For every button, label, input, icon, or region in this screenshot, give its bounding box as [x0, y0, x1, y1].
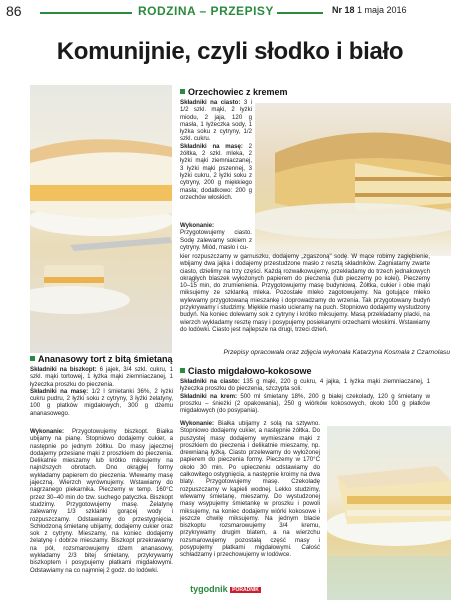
migdalowy-prep: [180, 420, 320, 559]
issue-date: 1 maja 2016: [357, 5, 407, 15]
header-rule-right: [277, 12, 323, 14]
prep-label: Wykonanie:: [30, 428, 65, 435]
ing-text: 2 żółtka, 2 szkl. mleka, 2 łyżki mąki ziemniaczanej, 3 łyżki mąki pszennej, 3 łyżki cukru, 2 łyżki soku z cytryny, 200 g miękkiego masła; dodatkowo: 200 g orzechów włoskich.: [180, 142, 252, 201]
cake-photo-walnut: [255, 103, 451, 256]
ing-label: Składniki na masę:: [180, 142, 243, 150]
header-rule-left: [40, 12, 132, 14]
page-number: 86: [6, 3, 22, 19]
brand-name: tygodnik: [190, 584, 228, 594]
ananasowy-prep: [30, 428, 173, 574]
recipe-heading-ananasowy: Ananasowy tort z bitą śmietaną: [30, 354, 173, 364]
ing-label: Składniki na ciasto:: [180, 378, 240, 385]
footer-logo: [150, 584, 301, 594]
section-title: RODZINA – PRZEPISY: [138, 4, 274, 18]
cake-photo-pineapple: [30, 85, 172, 353]
ing-label: Składniki na krem:: [180, 392, 238, 400]
prep-text: Przygotowujemy biszkopt. Białka ubijamy na pianę. Stopniowo dodajemy cukier, a następnie po jednym żółtku. Do masy jajecznej dodajemy przesiane mąki z proszkiem do pieczenia. Delikatnie mieszamy lub krótko miksujemy na najniższych obrotach. Dno okrągłej formy wykładamy papierem do pieczenia. Wlewamy masę jajeczną. Wierzch wyrównujemy. Wstawiamy do nagrzanego piekarnika. Pieczemy w temp. 160°C przez 30–40 min do tzw. suchego patyczka. Biszkopt studzimy. Przygotowujemy masę. Żelatynę zalewamy 1/3 szklanki gorącej wody i rozpuszczamy. Odstawiamy do przestygnięcia. Schłodzoną śmietanę ubijamy, dodajemy cukier oraz sok z cytryny. Mieszamy, na koniec dodajemy żelatynę i dobrze mieszamy. Biszkopt przekrawamy na pół, rozsmarowujemy dżem ananasowy, wykładamy 2/3 bitej śmietany, przykrywamy biszkoptem i posypujemy płatkami migdałowymi. Odstawiamy na co najmniej 2 godz. do lodówki.: [30, 428, 173, 574]
prep-label: Wykonanie:: [180, 420, 215, 427]
orzechowiec-ingredients: [180, 99, 252, 201]
brand-badge: PORADNIK: [232, 587, 259, 593]
recipe-heading-migdalowy: Ciasto migdałowo-kokosowe: [180, 366, 312, 376]
ananasowy-ingredients: [30, 366, 173, 417]
ing-label: Składniki na masę:: [30, 387, 89, 395]
migdalowy-ingredients: [180, 378, 430, 414]
prep-label: Wykonanie:: [180, 222, 215, 229]
prep-text: Przygotowujemy ciasto. Sodę zalewamy sokiem z cytryny. Miód, masło i cu-: [180, 229, 252, 251]
ing-text: 500 ml śmietany 18%, 200 g białej czekolady, 120 g śmietany w proszku – śnieżki (2 opakowania), 250 g wiórków kokosowych, około 100 g płatków migdałowych (do posypania).: [180, 392, 430, 415]
ing-label: Składniki na ciasto:: [180, 99, 241, 106]
issue-number: Nr 18: [332, 5, 355, 15]
ing-text: 1/2 l śmietanki 36%, 2 łyżki cukru pudru, 2 łyżki soku z cytryny, 3 łyżki żelatyny, 100 g płatków migdałowych, 300 g dżemu ananasowego.: [30, 387, 173, 417]
orzechowiec-prep-start: [180, 222, 252, 251]
recipe-heading-orzechowiec: Orzechowiec z kremem: [180, 87, 288, 97]
page-title: Komunijnie, czyli słodko i biało: [56, 38, 404, 65]
prep-text: Białka ubijamy z solą na sztywno. Stopniowo dodajemy cukier, a następnie żółtka. Do puszystej masy dodajemy wymieszane mąki z proszkiem do pieczenia i delikatnie mieszamy, np. drewnianą łyżką. Ciasto przelewamy do wyłożonej papierem do pieczenia formy. Pieczemy w 170°C około 30 min. Po upieczeniu odstawiamy do całkowitego ostygnięcia, a następnie kroimy na dwa blaty. Przygotowujemy masę. Czekoladę rozpuszczamy w kąpieli wodnej. Lekko studzimy, wlewamy śmietanę, mieszamy. Do wystudzonej masy wsypujemy śmietankę w proszku i powoli miksujemy, na koniec dodajemy wiórki kokosowe i jeszcze chwilę miksujemy. Na jednym blacie biszkoptu rozsmarowujemy 3/4 kremu, przykrywamy drugim blatem, a na wierzchu rozsmarowujemy pozostałą część masy i posypujemy płatkami migdałowymi. Całość schładzamy i przechowujemy w lodówce.: [180, 420, 320, 559]
ing-text: 6 jajek, 3/4 szkl. cukru, 1 szkl. mąki tortowej, 1 łyżka mąki ziemniaczanej, 1 łyżeczka proszku do pieczenia.: [30, 366, 173, 388]
ing-label: Składniki na biszkopt:: [30, 366, 97, 373]
issue-info: [332, 5, 407, 15]
cake-photo-almond-coconut: [327, 426, 451, 600]
orzechowiec-prep-rest: kier rozpuszczamy w garnuszku, dodajemy „zgaszoną" sodę. W mące robimy zagłębienie, wbijamy dwa jajka i dodajemy przestudzone masło z resztą składników. Zagniatamy zwarte ciasto, dzielimy na trzy części. Każdą rozwałkowujemy, przekładamy do trzech jednakowych okrągłych blaszek wyłożonych papierem do pieczenia (lub pieczemy po kolei). Pieczemy 10–15 min, do zrumienienia. Przygotowujemy masę budyniową. Żółtka, cukier i obie mąki miksujemy ze szklanką mleka. Pozostałe mleko zagotowujemy. Na gotujące mleko wylewamy przygotowaną mieszankę i doprowadzamy do wrzenia. Tak przygotowany budyń przykrywamy i studzimy. Miękkie masło ucieramy na puch. Stopniowo dodajemy wystudzony budyń. Na koniec dolewamy sok z cytryny i krótko miksujemy. Masą przekładamy placki, na wierzch wykładamy resztę masy i posypujemy posiekanymi orzechami włoskimi. Wstawiamy do lodówki. Ciasto jest najlepsze na drugi, trzeci dzień.: [180, 253, 430, 333]
ing-text: 135 g mąki, 220 g cukru, 4 jajka, 1 łyżka mąki ziemniaczanej, 1 łyżeczka proszku do pieczenia, szczypta soli.: [180, 378, 430, 393]
ing-text: 3 i 1/2 szkl. mąki, 2 łyżki miodu, 2 jaja, 120 g masła, 1 łyżeczka sody, 1 łyżka soku z cytryny, 1/2 szkl. cukru.: [180, 99, 252, 143]
photo-credit: Przepisy opracowała oraz zdjęcia wykonała Katarzyna Kosmala z Czarnolasu: [223, 349, 450, 356]
